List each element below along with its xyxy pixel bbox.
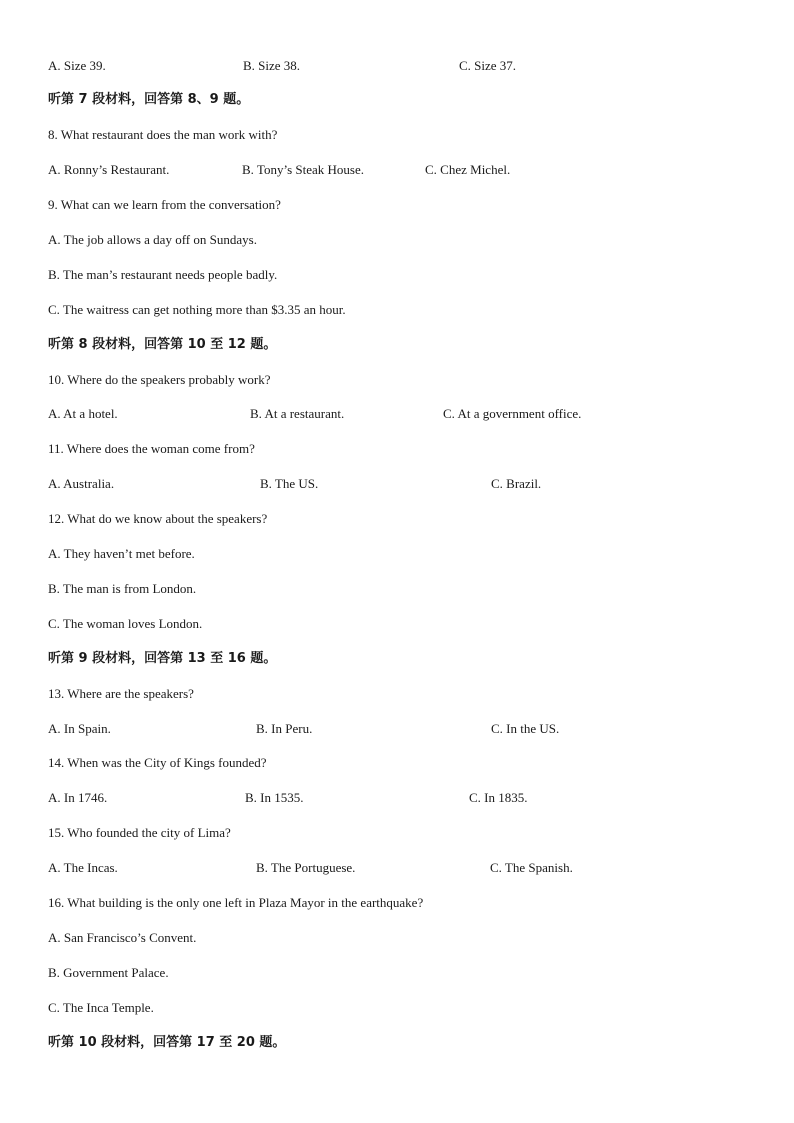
q10-option-a: A. At a hotel. <box>48 406 118 421</box>
section-9-heading: 听第 9 段材料，回答第 13 至 16 题。 <box>48 651 277 666</box>
q16-question: 16. What building is the only one left in Plaza Mayor in the earthquake? <box>48 895 424 910</box>
q14-option-a: A. In 1746. <box>48 790 108 805</box>
q9-question: 9. What can we learn from the conversation? <box>48 197 281 212</box>
q12-option-b: B. The man is from London. <box>48 581 197 596</box>
q9-option-a: A. The job allows a day off on Sundays. <box>48 232 257 247</box>
q7-option-c: C. Size 37. <box>459 58 517 73</box>
q11-option-b: B. The US. <box>260 476 319 491</box>
section-7-heading: 听第 7 段材料，回答第 8、9 题。 <box>48 92 250 107</box>
q7-option-b: B. Size 38. <box>243 58 301 73</box>
q12-option-c: C. The woman loves London. <box>48 616 203 631</box>
q7-options <box>0 56 794 76</box>
section-8-heading: 听第 8 段材料，回答第 10 至 12 题。 <box>48 337 277 352</box>
q13-option-b: B. In Peru. <box>256 721 313 736</box>
q8-option-c: C. Chez Michel. <box>425 162 511 177</box>
q8-option-a: A. Ronny’s Restaurant. <box>48 162 170 177</box>
q15-options <box>0 858 794 878</box>
q10-option-c: C. At a government office. <box>443 406 582 421</box>
q13-option-c: C. In the US. <box>491 721 560 736</box>
q7-option-a: A. Size 39. <box>48 58 106 73</box>
q8-option-b: B. Tony’s Steak House. <box>242 162 364 177</box>
q15-option-b: B. The Portuguese. <box>256 860 356 875</box>
q8-question: 8. What restaurant does the man work with? <box>48 127 278 142</box>
q12-question: 12. What do we know about the speakers? <box>48 511 268 526</box>
q13-options <box>0 719 794 739</box>
q14-question: 14. When was the City of Kings founded? <box>48 755 267 770</box>
q9-option-c: C. The waitress can get nothing more than $3.35 an hour. <box>48 302 346 317</box>
q11-option-a: A. Australia. <box>48 476 115 491</box>
q16-option-a: A. San Francisco’s Convent. <box>48 930 197 945</box>
q14-option-b: B. In 1535. <box>245 790 304 805</box>
q15-option-c: C. The Spanish. <box>490 860 573 875</box>
q9-option-b: B. The man’s restaurant needs people badly. <box>48 267 278 282</box>
q10-options <box>0 404 794 424</box>
q8-options <box>0 160 794 180</box>
q15-question: 15. Who founded the city of Lima? <box>48 825 231 840</box>
q14-option-c: C. In 1835. <box>469 790 528 805</box>
q13-question: 13. Where are the speakers? <box>48 686 194 701</box>
q10-question: 10. Where do the speakers probably work? <box>48 372 271 387</box>
section-10-heading: 听第 10 段材料，回答第 17 至 20 题。 <box>48 1035 286 1050</box>
q15-option-a: A. The Incas. <box>48 860 118 875</box>
q13-option-a: A. In Spain. <box>48 721 111 736</box>
q11-option-c: C. Brazil. <box>491 476 542 491</box>
q10-option-b: B. At a restaurant. <box>250 406 345 421</box>
q16-option-b: B. Government Palace. <box>48 965 169 980</box>
q16-option-c: C. The Inca Temple. <box>48 1000 154 1015</box>
q14-options <box>0 788 794 808</box>
q12-option-a: A. They haven’t met before. <box>48 546 195 561</box>
q11-options <box>0 474 794 494</box>
q11-question: 11. Where does the woman come from? <box>48 441 255 456</box>
